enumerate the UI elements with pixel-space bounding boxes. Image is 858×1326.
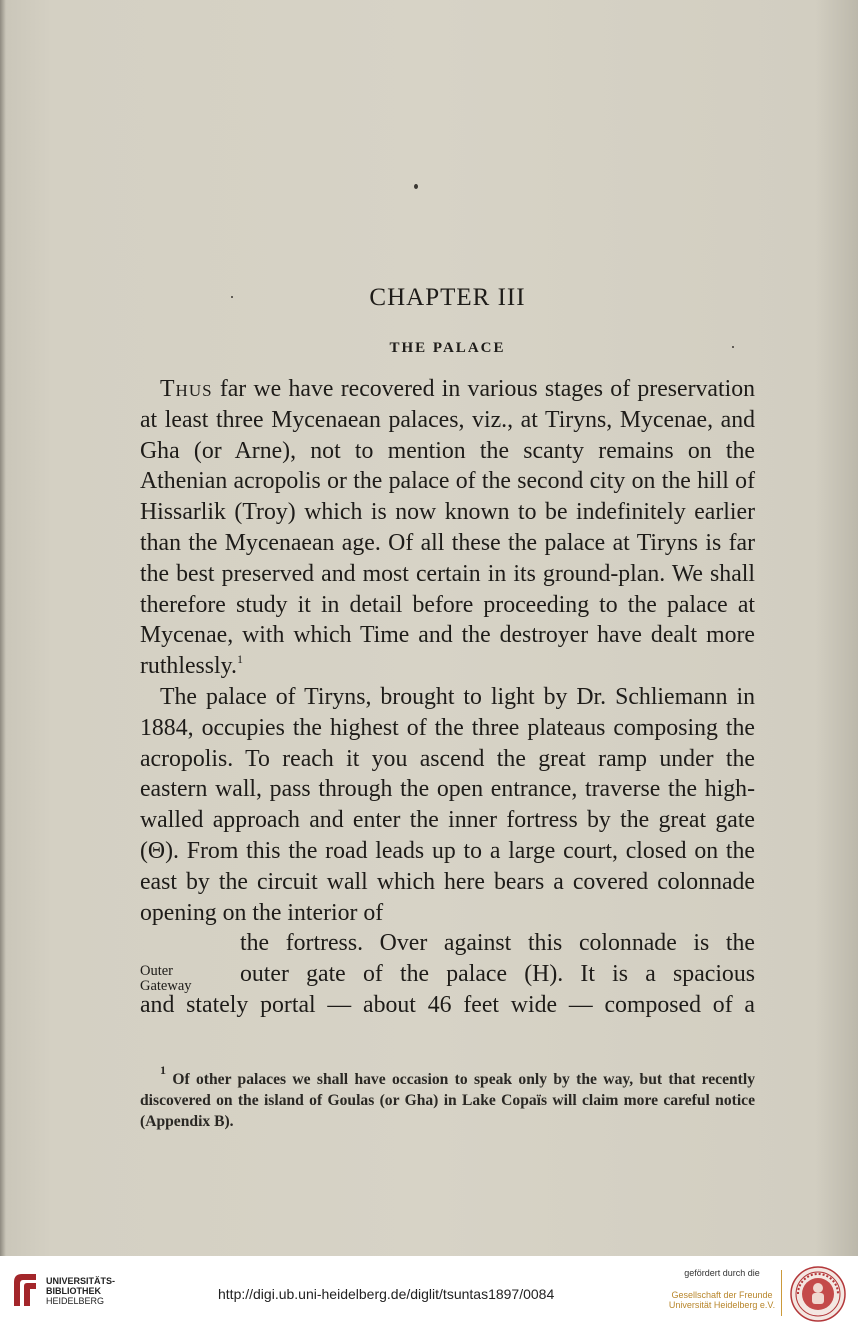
library-name-line-3: HEIDELBERG — [46, 1296, 105, 1306]
paragraph-1-text: far we have recovered in various stages of preservation at least three Mycenaean palaces, viz., at Tiryns, Mycenae, and Gha (or Arne), not to mention the scanty remains on the Athenian acropolis or the palace of the second city on the hill of Hissarlik (Troy) which is now known to be indefinitely earlier than the Mycenaean age. Of all these the palace at Tiryns is far the best preserved and most certain in its ground-plan. We shall therefore study it in detail before proceeding to the palace at Mycenae, with which Time and the destroyer have dealt more ruthlessly. — [140, 376, 755, 680]
indented-lines — [140, 928, 755, 990]
footnote-marker: 1 — [160, 1063, 166, 1077]
footnote-reference: 1 — [236, 652, 243, 667]
margin-note-line-2: Gateway — [140, 978, 192, 994]
library-logo-icon[interactable] — [10, 1272, 40, 1308]
footnote — [140, 1063, 755, 1132]
sponsor-lead: gefördert durch die — [684, 1268, 760, 1278]
body-text — [140, 374, 755, 1021]
library-name-line-2: BIBLIOTHEK — [46, 1286, 101, 1296]
indented-line-1: the fortress. Over against this colonnade is the — [240, 930, 755, 957]
page-content — [140, 0, 755, 1256]
paragraph-2 — [140, 682, 755, 928]
paragraph-1 — [140, 374, 755, 682]
sponsor-text[interactable] — [662, 1268, 782, 1310]
library-name-line-1: UNIVERSITÄTS- — [46, 1276, 116, 1286]
margin-note — [140, 964, 192, 994]
sponsor-line-1: Gesellschaft der Freunde — [671, 1290, 773, 1300]
section-heading: THE PALACE — [389, 340, 506, 356]
sponsor-line-2: Universität Heidelberg e.V. — [668, 1300, 776, 1310]
indented-line-2: outer gate of the palace (H). It is a spacious — [240, 961, 755, 988]
footer-bar — [0, 1256, 858, 1326]
divider — [781, 1270, 782, 1316]
footnote-text: Of other palaces we shall have occasion to speak only by the way, but that recently discovered on the island of Goulas (or Gha) in Lake Copaïs will claim more careful notice (Appendix B). — [140, 1071, 755, 1130]
drop-word: Thus — [160, 376, 213, 402]
paragraph-2-text: The palace of Tiryns, brought to light by Dr. Schliemann in 1884, occupies the highest of the three plateaus composing the acropolis. To reach it you ascend the great ramp under the eastern wall, pass through the open entrance, traverse the high-walled approach and enter the inner fortress by the great gate (Θ). From this the road leads up to a large court, closed on the east by the circuit wall which here bears a covered colonnade opening on the interior of — [140, 683, 755, 926]
page-shadow — [0, 0, 6, 1256]
university-seal-icon[interactable] — [790, 1266, 846, 1322]
paragraph-2-last-line: and stately portal — about 46 feet wide — composed of a — [140, 991, 755, 1018]
library-name[interactable] — [46, 1276, 115, 1306]
permalink[interactable]: http://digi.ub.uni-heidelberg.de/diglit/tsuntas1897/0084 — [218, 1286, 555, 1302]
chapter-heading: CHAPTER III — [369, 284, 526, 311]
margin-note-line-1: Outer — [140, 963, 174, 979]
